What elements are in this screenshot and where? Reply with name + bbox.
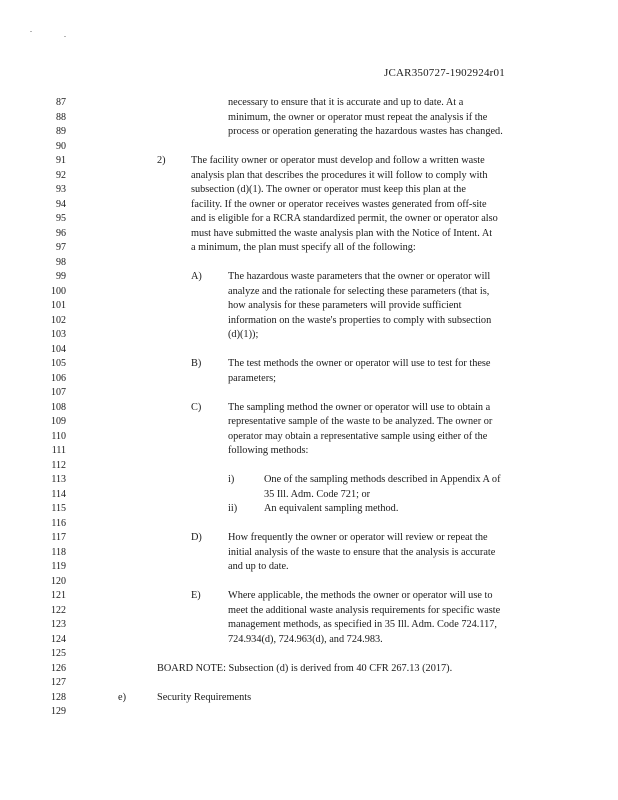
line-number: 99: [56, 271, 66, 282]
sub-c-text-line: following methods:: [228, 445, 309, 456]
line-number: 92: [56, 169, 66, 181]
line-number: 114: [51, 488, 66, 500]
sub-b-label: B): [191, 358, 202, 369]
line-number: 115: [51, 503, 66, 514]
intro-text-line: necessary to ensure that it is accurate and up to date. At a: [228, 97, 464, 108]
section-e-label: e): [118, 691, 126, 703]
line-number: 98: [56, 256, 66, 268]
line-number: 112: [51, 459, 66, 471]
line-number: 117: [51, 532, 66, 543]
sub-a-text-line: how analysis for these parameters will provide sufficient: [228, 300, 462, 311]
document-id-header: JCAR350727-1902924r01: [384, 67, 505, 79]
line-number: 91: [56, 155, 66, 166]
sub-a-text-line: (d)(1));: [228, 329, 259, 340]
line-number: 103: [51, 329, 66, 340]
sub-a-label: A): [191, 271, 202, 282]
line-number: 119: [51, 561, 66, 572]
item-2-text-line: subsection (d)(1). The owner or operator must keep this plan at the: [191, 184, 466, 195]
line-number: 102: [51, 314, 66, 326]
sub-e-label: E): [191, 590, 201, 601]
item-2-text-line: must have submitted the waste analysis plan with the Notice of Intent. At: [191, 227, 493, 239]
item-2-text-line: a minimum, the plan must specify all of the following:: [191, 242, 416, 253]
line-number: 116: [51, 517, 66, 529]
sub-c-text-line: operator may obtain a representative sample using either of the: [228, 430, 488, 442]
line-number: 111: [51, 445, 66, 456]
line-number: 121: [51, 590, 66, 601]
line-number: 90: [56, 140, 66, 152]
sub-c-text-line: The sampling method the owner or operator will use to obtain a: [228, 401, 491, 413]
sub-e-text-line: Where applicable, the methods the owner or operator will use to: [228, 590, 493, 601]
line-number: 94: [56, 198, 66, 210]
scan-speck: [30, 31, 32, 32]
line-number: 118: [51, 546, 66, 558]
line-number: 113: [51, 474, 66, 485]
line-number: 88: [56, 111, 66, 123]
section-e-title: Security Requirements: [157, 691, 252, 703]
line-number: 125: [51, 648, 66, 659]
line-number: 105: [51, 358, 66, 369]
line-number: 126: [51, 662, 66, 674]
sub-b-text-line: The test methods the owner or operator will use to test for these: [228, 358, 491, 369]
line-number: 104: [51, 343, 66, 355]
item-2-text-line: analysis plan that describes the procedures it will follow to comply with: [191, 169, 488, 181]
intro-text-line: minimum, the owner or operator must repeat the analysis if the: [228, 111, 488, 123]
sub-d-text-line: initial analysis of the waste to ensure that the analysis is accurate: [228, 546, 496, 558]
line-number: 101: [51, 300, 66, 311]
item-2-label: 2): [157, 155, 166, 166]
sub-e-text-line: management methods, as specified in 35 Ill. Adm. Code 724.117,: [228, 619, 498, 630]
line-number: 107: [51, 387, 66, 398]
sub-a-text-line: information on the waste's properties to comply with subsection: [228, 314, 492, 326]
board-note: BOARD NOTE: Subsection (d) is derived from 40 CFR 267.13 (2017).: [157, 662, 453, 674]
line-number: 129: [51, 706, 66, 717]
line-number-column: [40, 96, 66, 720]
sub-d-label: D): [191, 532, 202, 543]
sub-d-text-line: and up to date.: [228, 561, 289, 572]
line-number: 108: [51, 401, 66, 413]
line-number: 95: [56, 213, 66, 224]
line-number: 109: [51, 416, 66, 427]
sub-c-i-text-line: 35 Ill. Adm. Code 721; or: [264, 488, 371, 500]
line-number: 106: [51, 372, 66, 384]
line-number: 127: [51, 677, 66, 688]
line-number: 124: [51, 633, 66, 645]
line-number: 120: [51, 575, 66, 587]
sub-c-text-line: representative sample of the waste to be analyzed. The owner or: [228, 416, 493, 427]
line-number: 89: [56, 126, 66, 137]
sub-c-ii-text-line: An equivalent sampling method.: [264, 503, 399, 514]
line-number: 128: [51, 691, 66, 703]
line-number: 97: [56, 242, 66, 253]
line-number: 100: [51, 285, 66, 297]
line-number: 110: [51, 430, 66, 442]
item-2-text-line: The facility owner or operator must develop and follow a written waste: [191, 155, 485, 166]
line-number: 87: [56, 97, 66, 108]
line-number: 93: [56, 184, 66, 195]
sub-c-ii-label: ii): [228, 503, 238, 514]
sub-c-label: C): [191, 401, 202, 413]
sub-e-text-line: meet the additional waste analysis requirements for specific waste: [228, 604, 501, 616]
sub-d-text-line: How frequently the owner or operator will review or repeat the: [228, 532, 488, 543]
scan-speck: [64, 36, 66, 37]
item-2-text-line: facility. If the owner or operator receives wastes generated from off-site: [191, 198, 487, 210]
item-2-text-line: and is eligible for a RCRA standardized permit, the owner or operator also: [191, 213, 498, 224]
intro-text-line: process or operation generating the hazardous wastes has changed.: [228, 126, 503, 137]
line-number: 123: [51, 619, 66, 630]
sub-b-text-line: parameters;: [228, 372, 277, 384]
sub-a-text-line: analyze and the rationale for selecting these parameters (that is,: [228, 285, 490, 297]
sub-e-text-line: 724.934(d), 724.963(d), and 724.983.: [228, 633, 383, 645]
sub-c-i-text-line: One of the sampling methods described in Appendix A of: [264, 474, 501, 485]
sub-a-text-line: The hazardous waste parameters that the owner or operator will: [228, 271, 491, 282]
line-number: 122: [51, 604, 66, 616]
line-number: 96: [56, 227, 66, 239]
sub-c-i-label: i): [228, 474, 235, 485]
